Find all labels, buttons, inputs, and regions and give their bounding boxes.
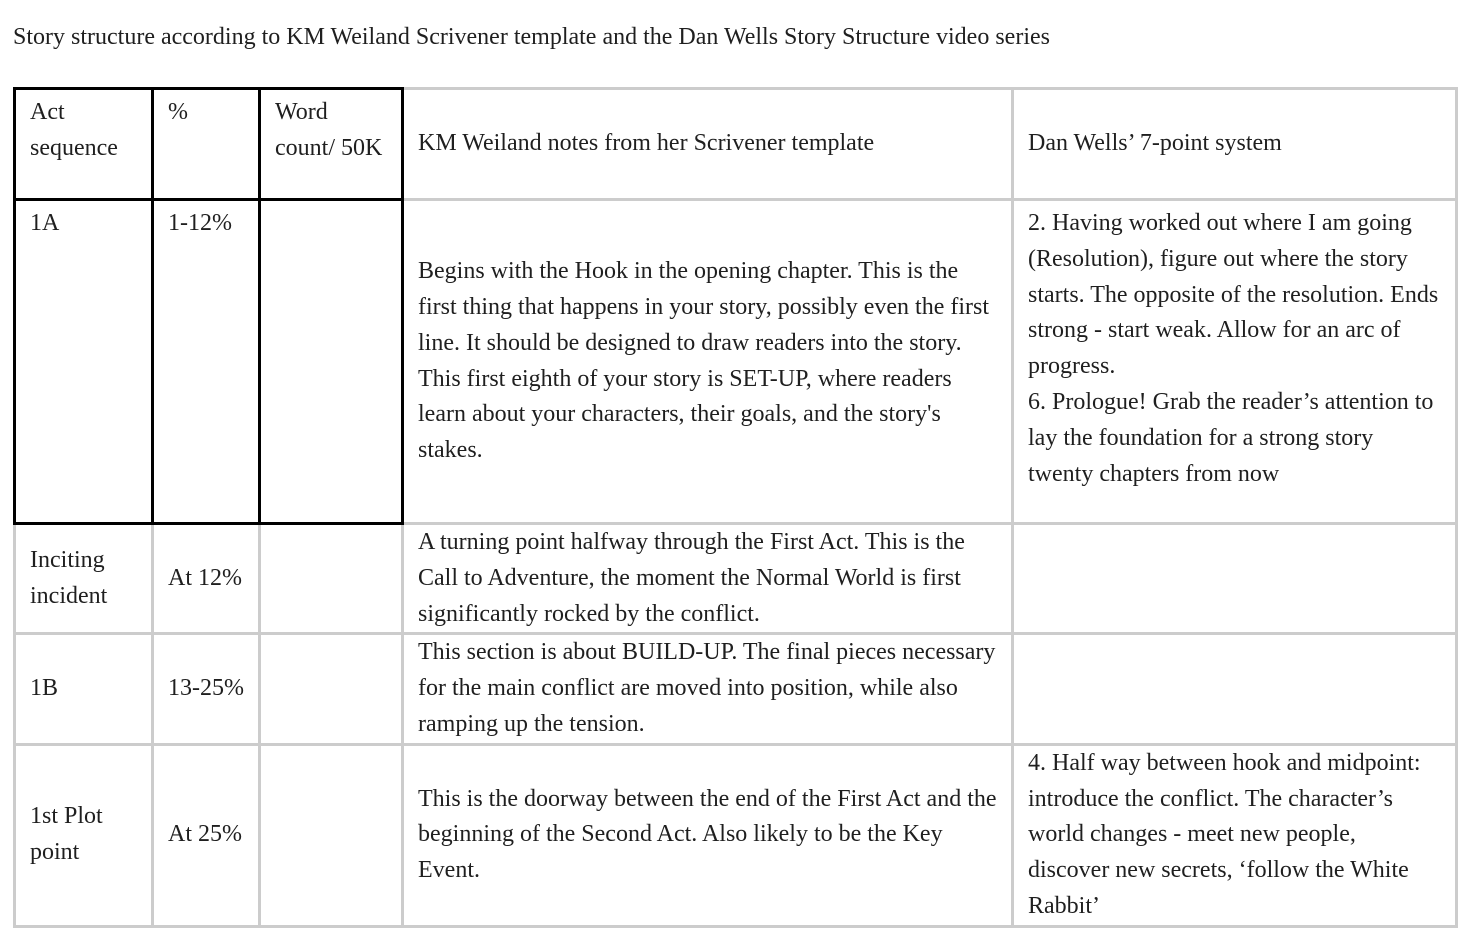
cell-weiland-notes: This section is about BUILD-UP. The final pieces necessary for the main conflict are moved into position, while also ramping up the tension. xyxy=(403,634,1013,744)
cell-percent: 13-25% xyxy=(153,634,260,744)
cell-word-count xyxy=(260,744,403,926)
cell-percent: At 25% xyxy=(153,744,260,926)
cell-weiland-notes: A turning point halfway through the First Act. This is the Call to Adventure, the moment the Normal World is first significantly rocked by the conflict. xyxy=(403,524,1013,634)
table-header-row xyxy=(15,89,1457,200)
header-act-sequence: Act sequence xyxy=(15,89,153,200)
cell-percent: At 12% xyxy=(153,524,260,634)
story-structure-table xyxy=(13,87,1458,928)
cell-act: Inciting incident xyxy=(15,524,153,634)
table-row xyxy=(15,634,1457,744)
cell-weiland-notes: This is the doorway between the end of the First Act and the beginning of the Second Act. Also likely to be the Key Event. xyxy=(403,744,1013,926)
cell-act: 1A xyxy=(15,200,153,524)
cell-wells-system xyxy=(1013,634,1457,744)
cell-wells-system xyxy=(1013,524,1457,634)
page-title: Story structure according to KM Weiland Scrivener template and the Dan Wells Story Structure video series xyxy=(13,24,1050,50)
table-row xyxy=(15,200,1457,524)
table-row xyxy=(15,744,1457,926)
cell-word-count xyxy=(260,634,403,744)
cell-word-count xyxy=(260,524,403,634)
cell-weiland-notes: Begins with the Hook in the opening chapter. This is the first thing that happens in your story, possibly even the first line. It should be designed to draw readers into the story. This first eighth of your story is SET-UP, where readers learn about your characters, their goals, and the story's stakes. xyxy=(403,200,1013,524)
header-word-count: Word count/ 50K xyxy=(260,89,403,200)
header-wells-system: Dan Wells’ 7-point system xyxy=(1013,89,1457,200)
header-percent: % xyxy=(153,89,260,200)
cell-act: 1B xyxy=(15,634,153,744)
table-row xyxy=(15,524,1457,634)
cell-wells-system: 2. Having worked out where I am going (Resolution), figure out where the story starts. The opposite of the resolution. Ends strong - start weak. Allow for an arc of progress. 6. Prologue! Grab the reader’s attention to lay the foundation for a strong story twenty chapters from now xyxy=(1013,200,1457,524)
cell-word-count xyxy=(260,200,403,524)
cell-wells-system: 4. Half way between hook and midpoint: introduce the conflict. The character’s world changes - meet new people, discover new secrets, ‘follow the White Rabbit’ xyxy=(1013,744,1457,926)
header-weiland-notes: KM Weiland notes from her Scrivener template xyxy=(403,89,1013,200)
cell-act: 1st Plot point xyxy=(15,744,153,926)
cell-percent: 1-12% xyxy=(153,200,260,524)
